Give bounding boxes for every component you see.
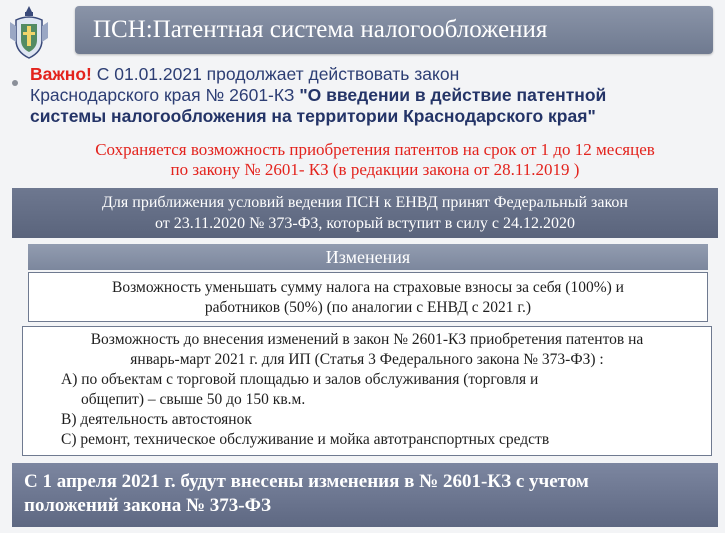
intro-line2-text: Краснодарского края № 2601-КЗ [30, 85, 300, 105]
patent-purchase-box [22, 326, 712, 456]
coat-of-arms-icon [8, 2, 50, 62]
law-title-part2: системы налогообложения на территории Краснодарского края" [30, 106, 596, 126]
intro-line-2 [30, 85, 720, 106]
insurance-deduction-box [28, 272, 708, 322]
insurance-deduction-line1: Возможность уменьшать сумму налога на страховые взносы за себя (100%) и [112, 279, 624, 296]
intro-line-1 [30, 64, 720, 85]
law-title-part1: "О введении в действие патентной [299, 85, 607, 105]
patent-term-note [30, 140, 720, 180]
list-item-b: В) деятельность автостоянок [61, 411, 252, 428]
patent-purchase-line1: Возможность до внесения изменений в закон № 2601-КЗ приобретения патентов на [90, 331, 644, 348]
april-changes-line1: С 1 апреля 2021 г. будут внесены изменения в № 2601-КЗ с учетом [24, 471, 589, 492]
bullet-dot-icon [12, 80, 18, 86]
intro-block [30, 64, 720, 127]
insurance-deduction-line2: работников (50%) (по аналогии с ЕНВД с 2021 г.) [204, 299, 532, 316]
patent-purchase-line2: январь-март 2021 г. для ИП (Статья 3 Федерального закона № 373-ФЗ) : [130, 351, 604, 368]
patent-term-note-line2: по закону № 2601- КЗ (в редакции закона от 28.11.2019 ) [170, 160, 580, 179]
intro-line1-text: С 01.01.2021 продолжает действовать закон [91, 64, 460, 84]
april-changes-banner [12, 463, 718, 527]
list-item-a-cont: общепит) – свыше 50 до 150 кв.м. [81, 391, 306, 408]
april-changes-line2: положений закона № 373-ФЗ [24, 495, 271, 516]
list-item-c: С) ремонт, техническое обслуживание и мойка автотранспортных средств [61, 431, 550, 448]
patent-term-note-line1: Сохраняется возможность приобретения патентов на срок от 1 до 12 месяцев [95, 140, 655, 159]
page-title: ПСН:Патентная система налогообложения [75, 6, 713, 54]
list-item-a: А) по объектам с торговой площадью и залов обслуживания (торговля и [61, 371, 539, 388]
federal-law-panel [12, 188, 718, 238]
changes-header: Изменения [28, 244, 708, 270]
federal-law-line2: от 23.11.2020 № 373-ФЗ, который вступит в силу с 24.12.2020 [154, 215, 576, 232]
federal-law-line1: Для приближения условий ведения ПСН к ЕНВД принят Федеральный закон [102, 194, 628, 211]
important-label: Важно! [30, 64, 92, 84]
